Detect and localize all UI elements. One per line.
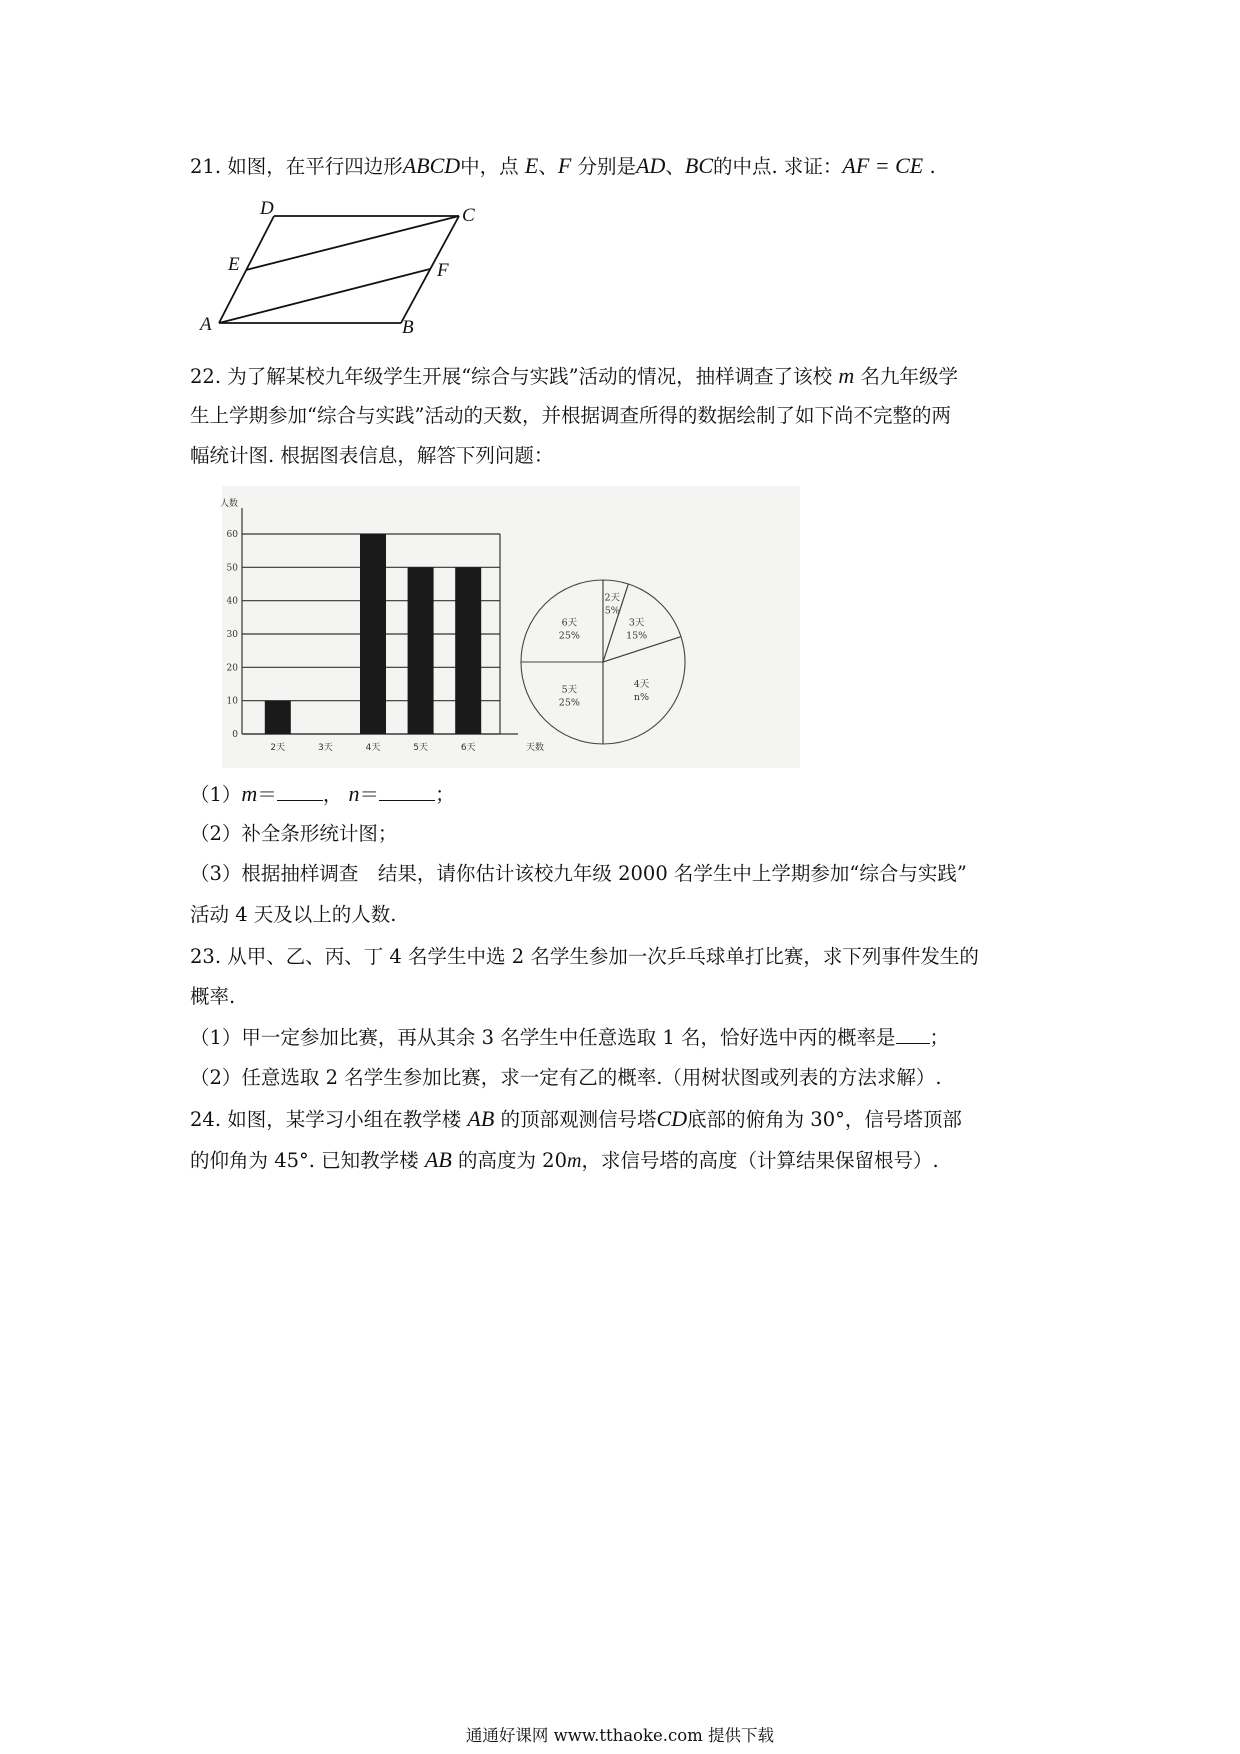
q22-m: m	[838, 363, 855, 388]
q24-t6: ，求信号塔的高度（计算结果保留根号）.	[581, 1149, 939, 1172]
y-tick-label: 20	[226, 663, 238, 674]
q24-t1: 24. 如图，某学习小组在教学楼	[190, 1108, 462, 1131]
q22-p1-m: m	[241, 781, 258, 806]
pie-slice-percent: n%	[633, 691, 650, 703]
parallelogram-figure	[196, 198, 486, 338]
pie-slice-percent: 25%	[558, 697, 580, 709]
q24-ab1: AB	[467, 1106, 495, 1131]
pie-slice-percent: 25%	[558, 630, 580, 642]
bar-1	[265, 701, 291, 734]
q24-line2	[190, 1145, 939, 1176]
q24-ab2: AB	[424, 1147, 452, 1172]
q21-e: E	[524, 153, 539, 178]
x-tick-label: 4天	[365, 743, 381, 753]
q22-part3a: （3）根据抽样调查 结果，请你估计该校九年级 2000 名学生中上学期参加“综合与实践”	[190, 862, 967, 885]
answer-blank-m[interactable]	[277, 782, 323, 801]
q22-l1b: 名九年级学	[860, 365, 958, 388]
q23-part1	[190, 1023, 949, 1053]
q22-p1-eq2: ＝	[359, 783, 380, 806]
q22-line1	[190, 361, 958, 392]
q22-p1-n: n	[348, 781, 360, 806]
q21-bc: BC	[684, 153, 713, 178]
segment-ce	[246, 216, 459, 270]
x-tick-label: 6天	[460, 743, 476, 753]
y-tick-label: 50	[226, 563, 238, 574]
answer-blank-prob[interactable]	[896, 1025, 930, 1044]
q21-eq: AF = CE	[842, 153, 924, 178]
q22-l1a: 22. 为了解某校九年级学生开展“综合与实践”活动的情况，抽样调查了该校	[190, 365, 833, 388]
y-tick-label: 30	[226, 630, 238, 640]
y-tick-label: 10	[226, 696, 238, 707]
q23-part2: （2）任意选取 2 名学生参加比赛，求一定有乙的概率.（用树状图或列表的方法求解）.	[190, 1066, 942, 1089]
label-a: A	[200, 314, 212, 335]
q23-p1: （1）甲一定参加比赛，再从其余 3 名学生中任意选取 1 名，恰好选中丙的概率是	[190, 1026, 896, 1049]
q22-part1	[190, 779, 455, 810]
q22-p1-prefix: （1）	[190, 783, 242, 806]
q22-p1-comma: ，	[322, 783, 343, 806]
bar-5	[455, 567, 481, 734]
q21-text	[190, 151, 936, 182]
q24-t3: 底部的俯角为 30°，信号塔顶部	[687, 1108, 962, 1131]
q22-part3b: 活动 4 天及以上的人数.	[190, 903, 397, 926]
q23-line1: 23. 从甲、乙、丙、丁 4 名学生中选 2 名学生参加一次乒乓球单打比赛，求下列事件发生的	[190, 945, 979, 968]
pie-slice-label: 6天	[561, 617, 578, 629]
pie-slice-label: 5天	[561, 684, 578, 696]
q22-p1-end: ；	[435, 783, 455, 806]
label-c: C	[462, 205, 475, 226]
label-f: F	[437, 260, 449, 281]
bar-chart	[220, 486, 545, 768]
y-tick-label: 0	[232, 730, 238, 740]
label-d: D	[260, 198, 274, 219]
q23-line2: 概率.	[190, 985, 236, 1008]
q21-ad: AD	[636, 153, 666, 178]
pie-slice-label: 2天	[604, 592, 621, 604]
q22-line2: 生上学期参加“综合与实践”活动的天数，并根据调查所得的数据绘制了如下尚不完整的两	[190, 404, 951, 427]
q24-t2: 的顶部观测信号塔	[500, 1108, 657, 1131]
q21-end: .	[929, 155, 936, 178]
y-tick-label: 60	[226, 530, 238, 540]
segment-af	[219, 269, 430, 323]
q24-t5: 的高度为 20	[457, 1149, 567, 1172]
pie-slice-label: 4天	[633, 678, 650, 690]
q21-t2: 中，点	[460, 155, 519, 178]
x-axis-label: 天数	[526, 743, 545, 753]
pie-slice-3	[603, 637, 685, 744]
q21-sep2: 、	[665, 155, 685, 178]
label-e: E	[228, 254, 240, 275]
pie-slice-label: 3天	[628, 617, 645, 629]
q24-cd: CD	[656, 1106, 688, 1131]
q24-t4: 的仰角为 45°. 已知教学楼	[190, 1149, 419, 1172]
page-footer: 通通好课网 www.tthaoke.com 提供下载	[465, 1726, 775, 1745]
q21-f: F	[557, 153, 572, 178]
pie-slice-percent: 15%	[626, 630, 648, 642]
q21-t1: 21. 如图，在平行四边形	[190, 155, 403, 178]
x-tick-label: 2天	[270, 743, 286, 753]
q21-sep1: 、	[538, 155, 558, 178]
bar-3	[360, 534, 386, 734]
statistics-charts-photo	[222, 486, 800, 768]
q23-p1-end: ；	[929, 1026, 950, 1049]
x-tick-label: 5天	[413, 743, 428, 753]
q22-part2: （2）补全条形统计图；	[190, 822, 398, 845]
answer-blank-n[interactable]	[379, 782, 435, 801]
q22-line3: 幅统计图. 根据图表信息，解答下列问题：	[190, 444, 554, 467]
q24-unit: m	[566, 1150, 582, 1172]
q22-p1-eq1: ＝	[257, 783, 277, 806]
x-tick-label: 3天	[318, 743, 333, 753]
label-b: B	[402, 317, 414, 338]
q21-abcd: ABCD	[402, 153, 461, 178]
y-axis-label: 人数	[220, 499, 239, 509]
q21-t4: 的中点. 求证：	[713, 155, 843, 178]
q21-t3: 分别是	[577, 155, 637, 178]
bar-4	[408, 567, 434, 734]
q24-line1	[190, 1104, 962, 1135]
pie-slice-percent: 5%	[604, 605, 620, 617]
pie-chart	[522, 486, 800, 768]
y-tick-label: 40	[226, 596, 238, 607]
